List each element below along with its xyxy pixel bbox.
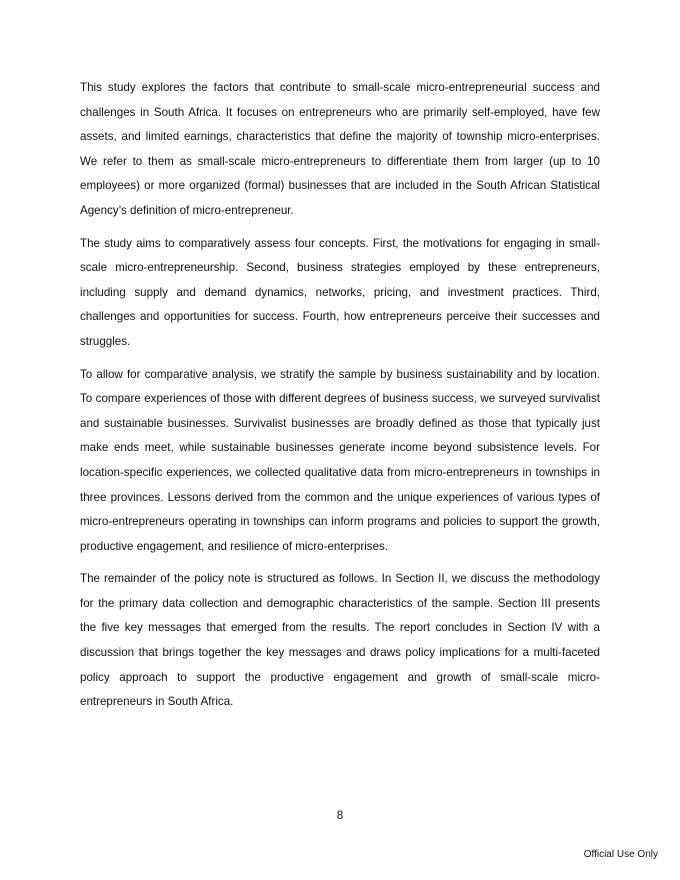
paragraph-structure: The remainder of the policy note is structured as follows. In Section II, we discuss the methodology for the primary data collection and demographic characteristics of the sample. Section III presents the five key messages that emerged from the results. The report concludes in Section IV with a discussion that brings together the key messages and draws policy implications for a multi-faceted policy approach to support the productive engagement and growth of small-scale micro-entrepreneurs in South Africa. bbox=[80, 572, 600, 709]
paragraph-methodology: To allow for comparative analysis, we stratify the sample by business sustainability and by location. To compare experiences of those with different degrees of business success, we surveyed survivalist and sustainable businesses. Survivalist businesses are broadly defined as those that typically just make ends meet, while sustainable businesses generate income beyond subsistence levels. For location-specific experiences, we collected qualitative data from micro-entrepreneurs in townships in three provinces. Lessons derived from the common and the unique experiences of various types of micro-entrepreneurs operating in townships can inform programs and policies to support the growth, productive engagement, and resilience of micro-enterprises. bbox=[80, 367, 600, 553]
paragraph-intro: This study explores the factors that contribute to small-scale micro-entrepreneurial success and challenges in South Africa. It focuses on entrepreneurs who are primarily self-employed, have few assets, and limited earnings, characteristics that define the majority of township micro-enterprises. We refer to them as small-scale micro-entrepreneurs to differentiate them from larger (up to 10 employees) or more organized (formal) businesses that are included in the South African Statistical Agency’s definition of micro-entrepreneur. bbox=[80, 81, 600, 217]
classification-label: Official Use Only bbox=[583, 849, 658, 860]
paragraph-aims: The study aims to comparatively assess four concepts. First, the motivations for engaging in small-scale micro-entrepreneurship. Second, business strategies employed by these entrepreneurs, including supply and demand dynamics, networks, pricing, and investment practices. Third, challenges and opportunities for success. Fourth, how entrepreneurs perceive their successes and struggles. bbox=[80, 236, 600, 348]
page-number: 8 bbox=[336, 810, 344, 822]
body-text bbox=[80, 76, 600, 723]
